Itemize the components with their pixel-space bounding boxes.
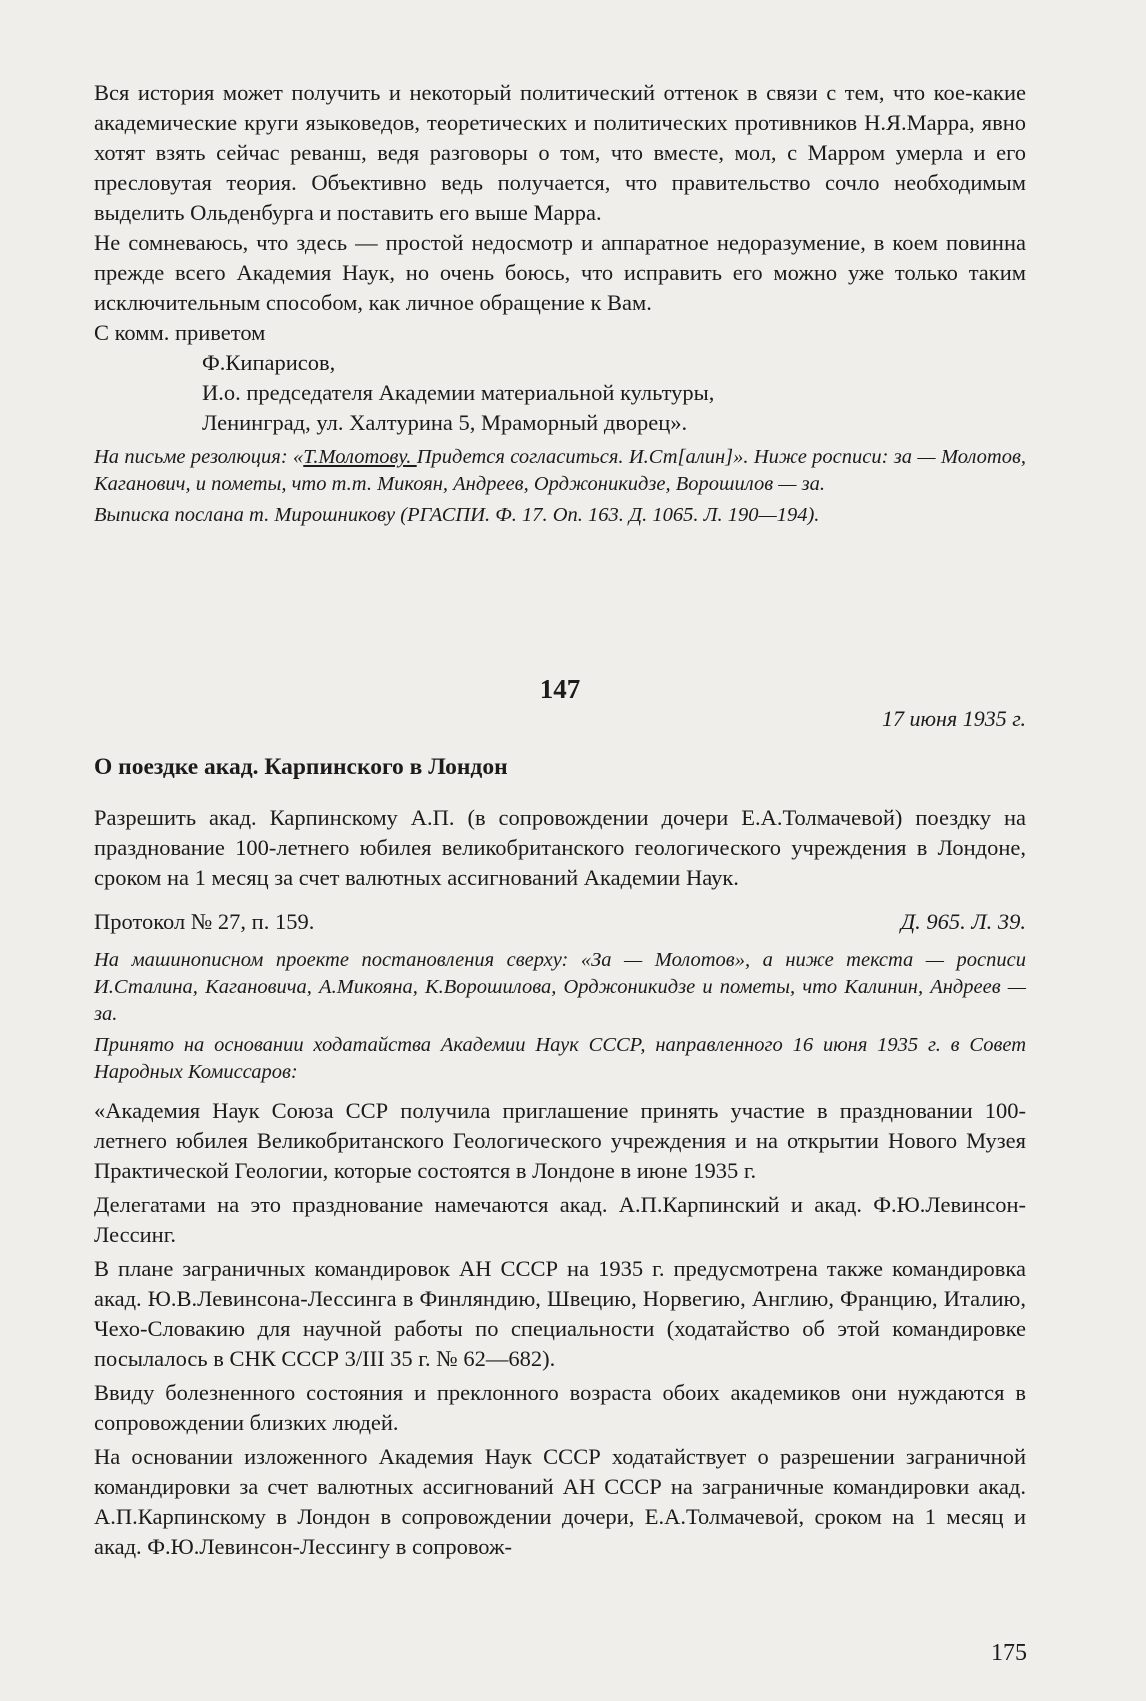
quote-paragraph-3: В плане заграничных командировок АН СССР на 1935 г. предусмотрена также командировка акад. Ю.В.Левинсона-Лессинга в Финляндию, Швецию, Норвегию, Англию, Францию, Италию, Чехо-Словакию для научной работы по специальности (ходатайство об этой командировке посылалось в СНК СССР 3/III 35 г. № 62—682). bbox=[94, 1256, 1026, 1371]
extract-note: Выписка послана т. Мирошникову (РГАСПИ. Ф. 17. Оп. 163. Д. 1065. Л. 190—194). bbox=[94, 504, 820, 526]
resolution-rest: Придется согласиться. И.Ст[алин]». Ниже росписи: за — Молотов, Каганович, и пометы, что т.т. Микоян, Андреев, Орджоникидзе, Ворошилов — за. bbox=[94, 446, 1026, 495]
protocol-row bbox=[94, 909, 1026, 935]
document-title: О поездке акад. Карпинского в Лондон bbox=[94, 754, 508, 780]
signature-address: Ленинград, ул. Халтурина 5, Мраморный дворец». bbox=[202, 410, 688, 435]
intro-paragraph-1: Вся история может получить и некоторый политический оттенок в связи с тем, что кое-какие академические круги языковедов, теоретических и политических противников Н.Я.Марра, явно хотят взять сейчас реванш, ведя разговоры о том, что вместе, мол, с Марром умерла и его пресловутая теория. Объективно ведь получается, что правительство сочло необходимым выделить Ольденбурга и поставить его выше Марра. bbox=[94, 80, 1026, 225]
greeting: С комм. приветом bbox=[94, 320, 266, 345]
intro-block bbox=[94, 78, 1026, 529]
quote-paragraph-2: Делегатами на это празднование намечаются акад. А.П.Карпинский и акад. Ф.Ю.Левинсон-Лессинг. bbox=[94, 1192, 1026, 1247]
signature-title: И.о. председателя Академии материальной культуры, bbox=[202, 380, 715, 405]
document-date: 17 июня 1935 г. bbox=[882, 706, 1026, 731]
basis-note: Принято на основании ходатайства Академии Наук СССР, направленного 16 июня 1935 г. в Совет Народных Комиссаров: bbox=[94, 1034, 1026, 1083]
draft-note: На машинописном проекте постановления сверху: «За — Молотов», а ниже текста — росписи И.Сталина, Кагановича, А.Микояна, К.Ворошилова, Орджоникидзе и пометы, что Калинин, Андреев — за. bbox=[94, 949, 1026, 1025]
signature-name: Ф.Кипарисов, bbox=[202, 350, 336, 375]
archive-ref: Д. 965. Л. 39. bbox=[900, 909, 1026, 934]
quote-paragraph-5: На основании изложенного Академия Наук СССР ходатайствует о разрешении заграничной командировки за счет валютных ассигнований АН СССР на заграничные командировки акад. А.П.Карпинскому в Лондон в сопровождении дочери, Е.А.Толмачевой, сроком на 1 месяц и акад. Ф.Ю.Левинсон-Лессингу в сопровож- bbox=[94, 1444, 1026, 1559]
resolution-prefix: На письме резолюция: « bbox=[94, 446, 304, 468]
intro-paragraph-2: Не сомневаюсь, что здесь — простой недосмотр и аппаратное недоразумение, в коем повинна прежде всего Академия Наук, но очень боюсь, что исправить его можно уже только таким исключительным способом, как личное обращение к Вам. bbox=[94, 230, 1026, 315]
decision-text: Разрешить акад. Карпинскому А.П. (в сопровождении дочери Е.А.Толмачевой) поездку на празднование 100-летнего юбилея великобританского геологического учреждения в Лондоне, сроком на 1 месяц за счет валютных ассигнований Академии Наук. bbox=[94, 805, 1026, 890]
quote-paragraph-4: Ввиду болезненного состояния и преклонного возраста обоих академиков они нуждаются в сопровождении близких людей. bbox=[94, 1380, 1026, 1435]
protocol-ref: Протокол № 27, п. 159. bbox=[94, 909, 315, 934]
resolution-underlined: Т.Молотову. bbox=[303, 446, 417, 468]
resolution-note bbox=[94, 444, 1026, 498]
page-number: 175 bbox=[991, 1640, 1027, 1666]
quote-paragraph-1: «Академия Наук Союза ССР получила приглашение принять участие в праздновании 100-летнего юбилея Великобританского Геологического учреждения и на открытии Нового Музея Практической Геологии, которые состоятся в Лондоне в июне 1935 г. bbox=[94, 1098, 1026, 1183]
document-147 bbox=[94, 672, 1026, 1562]
document-number: 147 bbox=[539, 674, 581, 704]
